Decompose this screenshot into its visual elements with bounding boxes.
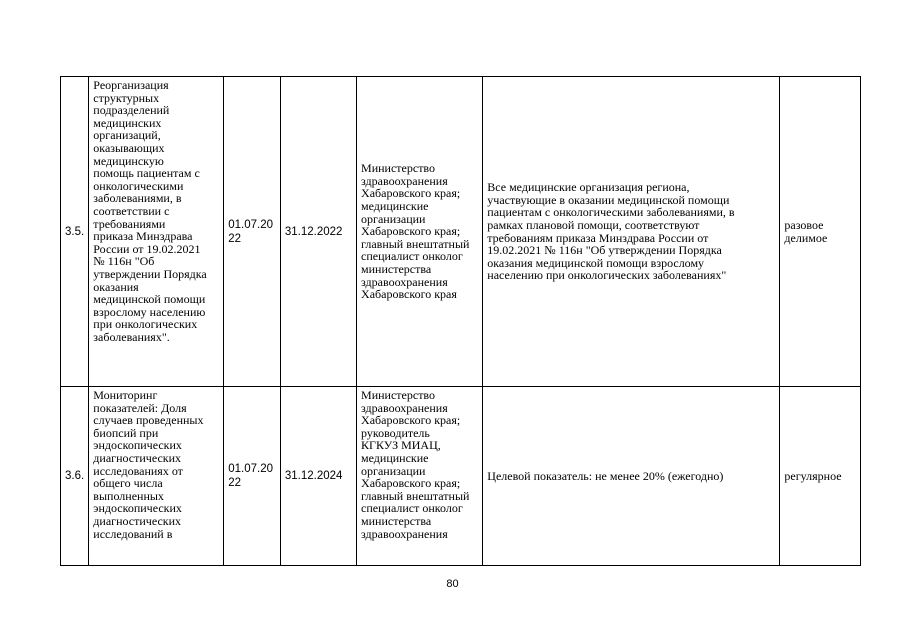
page-number: 80 xyxy=(446,578,459,590)
table-row xyxy=(61,387,861,566)
result-cell: Целевой показатель: не менее 20% (ежегодно) xyxy=(483,387,780,566)
measure-name-cell: Реорганизация структурных подразделений медицинских организаций, оказывающих медицинскую помощь пациентам с онкологическими заболеваниями, в соответствии с требованиями приказа Минздрава России от 19.02.2021 № 116н "Об утверждении Порядка оказания медицинской помощи взрослому населению при онкологических заболеваниях". xyxy=(89,77,224,387)
result-cell: Все медицинские организация региона, участвующие в оказании медицинской помощи пациентам с онкологическими заболеваниями, в рамках плановой помощи, соответствуют требованиям приказа Минздрава России от 19.02.2021 № 116н "Об утверждении Порядка оказания медицинской помощи взрослому населению при онкологических заболеваниях" xyxy=(483,77,780,387)
responsible-cell: Министерство здравоохранения Хабаровского края; руководитель КГКУЗ МИАЦ, медицинские организации Хабаровского края; главный внештатный специалист онколог министерства здравоохранения xyxy=(357,387,483,566)
row-number-cell: 3.6. xyxy=(61,387,89,566)
end-date-cell: 31.12.2022 xyxy=(280,77,356,387)
end-date-cell: 31.12.2024 xyxy=(280,387,356,566)
measure-type-cell: регулярное xyxy=(780,387,861,566)
row-number-cell: 3.5. xyxy=(61,77,89,387)
start-date-cell: 01.07.20 22 xyxy=(224,387,281,566)
measures-table xyxy=(60,76,861,566)
measure-name-cell: Мониторинг показателей: Доля случаев проведенных биопсий при эндоскопических диагностических исследованиях от общего числа выполненных эндоскопических диагностических исследований в xyxy=(89,387,224,566)
measure-type-cell: разовое делимое xyxy=(780,77,861,387)
responsible-cell: Министерство здравоохранения Хабаровского края; медицинские организации Хабаровского края; главный внештатный специалист онколог министерства здравоохранения Хабаровского края xyxy=(357,77,483,387)
start-date-cell: 01.07.20 22 xyxy=(224,77,281,387)
table-row xyxy=(61,77,861,387)
